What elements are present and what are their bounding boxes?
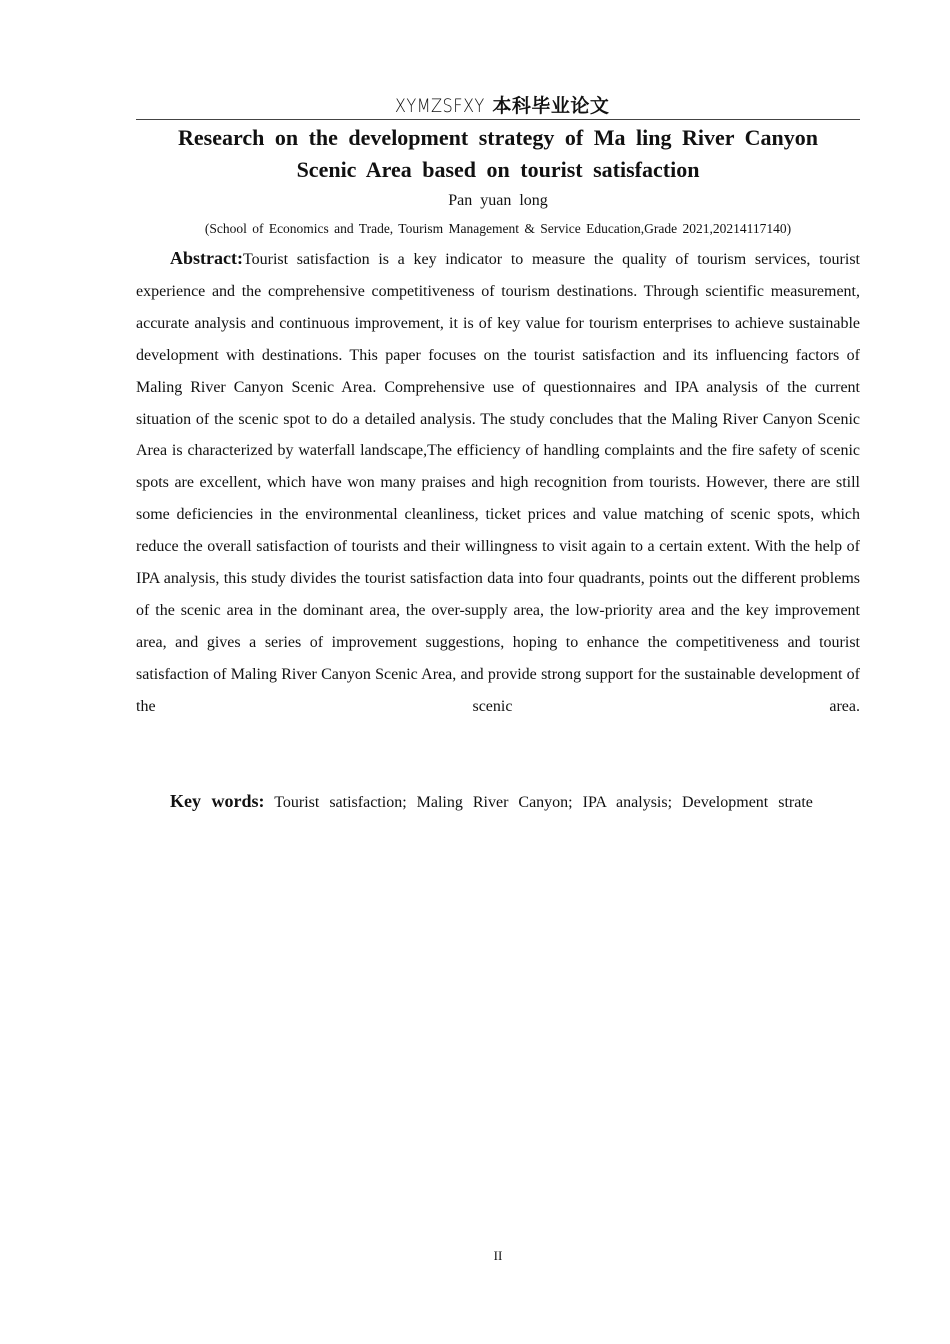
abstract-paragraph [136,243,860,723]
title-line-2: Scenic Area based on tourist satisfaction [296,157,700,182]
title-line-1: Research on the development strategy of Ma ling River Canyon [178,125,818,150]
keywords-label: Key words: [170,791,265,811]
header-rule [136,119,860,120]
header-cjk-text: 本科毕业论文 [492,95,610,117]
abstract-text: Tourist satisfaction is a key indicator to measure the quality of tourism services, tourist experience and the comprehensive competitiveness of tourism destinations. Through scientific measurement, accurate analysis and continuous improvement, it is of key value for tourism enterprises to achieve sustainable development with destinations. This paper focuses on the tourist satisfaction and its influencing factors of Maling River Canyon Scenic Area. Comprehensive use of questionnaires and IPA analysis of the current situation of the scenic spot to do a detailed analysis. The study concludes that the Maling River Canyon Scenic Area is characterized by waterfall landscape,The efficiency of handling complaints and the fire safety of scenic spots are excellent, which have won many praises and high recognition from tourists. However, there are still some deficiencies in the environmental cleanliness, ticket prices and value matching of scenic spots, which reduce the overall satisfaction of tourists and their willingness to visit again to a certain extent. With the help of IPA analysis, this study divides the tourist satisfaction data into four quadrants, points out the different problems of the scenic area in the dominant area, the over-supply area, the low-priority area and the key improvement area, and gives a series of improvement suggestions, hoping to enhance the competitiveness and tourist satisfaction of Maling River Canyon Scenic Area, and provide strong support for the sustainable development of the scenic area. [136,251,860,715]
author-name: Pan yuan long [448,192,548,209]
page-number: II [493,1248,503,1263]
abstract-label: Abstract: [170,248,243,268]
keywords-paragraph [136,786,816,819]
paper-title [136,122,860,186]
keywords-text: Tourist satisfaction; Maling River Canyon; IPA analysis; Development strate [274,794,813,811]
header-latin-text: XYMZSFXY [394,95,485,117]
author-affiliation: (School of Economics and Trade, Tourism Management & Service Education,Grade 2021,20214117140) [204,221,792,236]
running-header [136,92,860,119]
